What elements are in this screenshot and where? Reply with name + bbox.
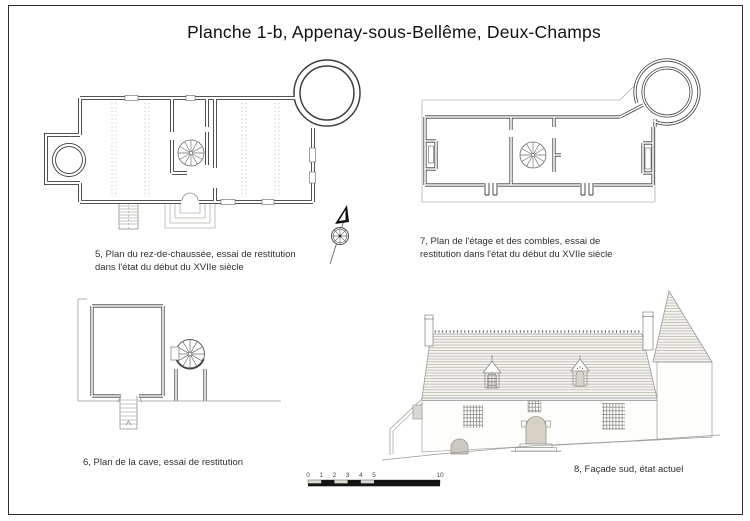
scale-label: 1 (319, 472, 324, 479)
cave-plan-drawing (65, 292, 287, 458)
scale-label: 10 (436, 472, 444, 479)
ceiling-joist-dotted-lines (112, 103, 279, 197)
walls (425, 60, 699, 185)
scale-label: 4 (358, 472, 363, 479)
caption-fig5-line1: 5, Plan du rez-de-chaussée, essai de restitution (95, 249, 296, 260)
window-openings (125, 96, 316, 205)
caption-fig7-line2: restitution dans l'état du début du XVIIe siècle (420, 248, 613, 260)
plate-title: Planche 1-b, Appenay-sous-Bellême, Deux-Champs (187, 22, 601, 42)
compass-rose-icon (322, 202, 362, 268)
north-arrow-head (335, 205, 349, 224)
caption-fig7 (420, 236, 612, 261)
caption-fig5 (95, 249, 296, 274)
scale-label: 0 (306, 472, 310, 479)
arched-entrance-door (526, 417, 546, 445)
south-facade-drawing (380, 288, 722, 470)
caption-fig5-line2: dans l'état du début du XVIIe siècle (95, 261, 244, 273)
lattice-window-center (528, 401, 541, 412)
lattice-window-left (463, 405, 483, 428)
straight-stair (120, 396, 137, 429)
spiral-staircase (178, 140, 204, 166)
spiral-staircase (520, 142, 546, 168)
caption-fig8-line1: 8, Façade sud, état actuel (574, 464, 684, 475)
ground-floor-plan-drawing (35, 50, 367, 240)
lattice-window-right (602, 403, 625, 430)
caption-fig8 (574, 464, 683, 477)
corner-tower (653, 291, 712, 440)
small-wall-opening (413, 405, 422, 419)
caption-fig6 (83, 457, 243, 470)
tower-conical-roof (653, 291, 712, 362)
scale-bar (305, 467, 445, 491)
caption-fig6-line1: 6, Plan de la cave, essai de restitution (83, 457, 244, 468)
spiral-staircase (171, 339, 205, 368)
window-frames (429, 146, 652, 169)
scale-label: 5 (372, 472, 376, 479)
scale-label: 3 (345, 472, 350, 479)
main-roof (422, 334, 657, 398)
caption-fig7-line1: 7, Plan de l'étage et des combles, essai de (420, 236, 601, 247)
scale-label: 2 (332, 472, 337, 479)
scale-bar-base (308, 484, 440, 487)
entrance-porch-steps (165, 203, 215, 228)
upper-floor-plan-drawing (415, 55, 727, 227)
exterior-stair (119, 203, 138, 229)
